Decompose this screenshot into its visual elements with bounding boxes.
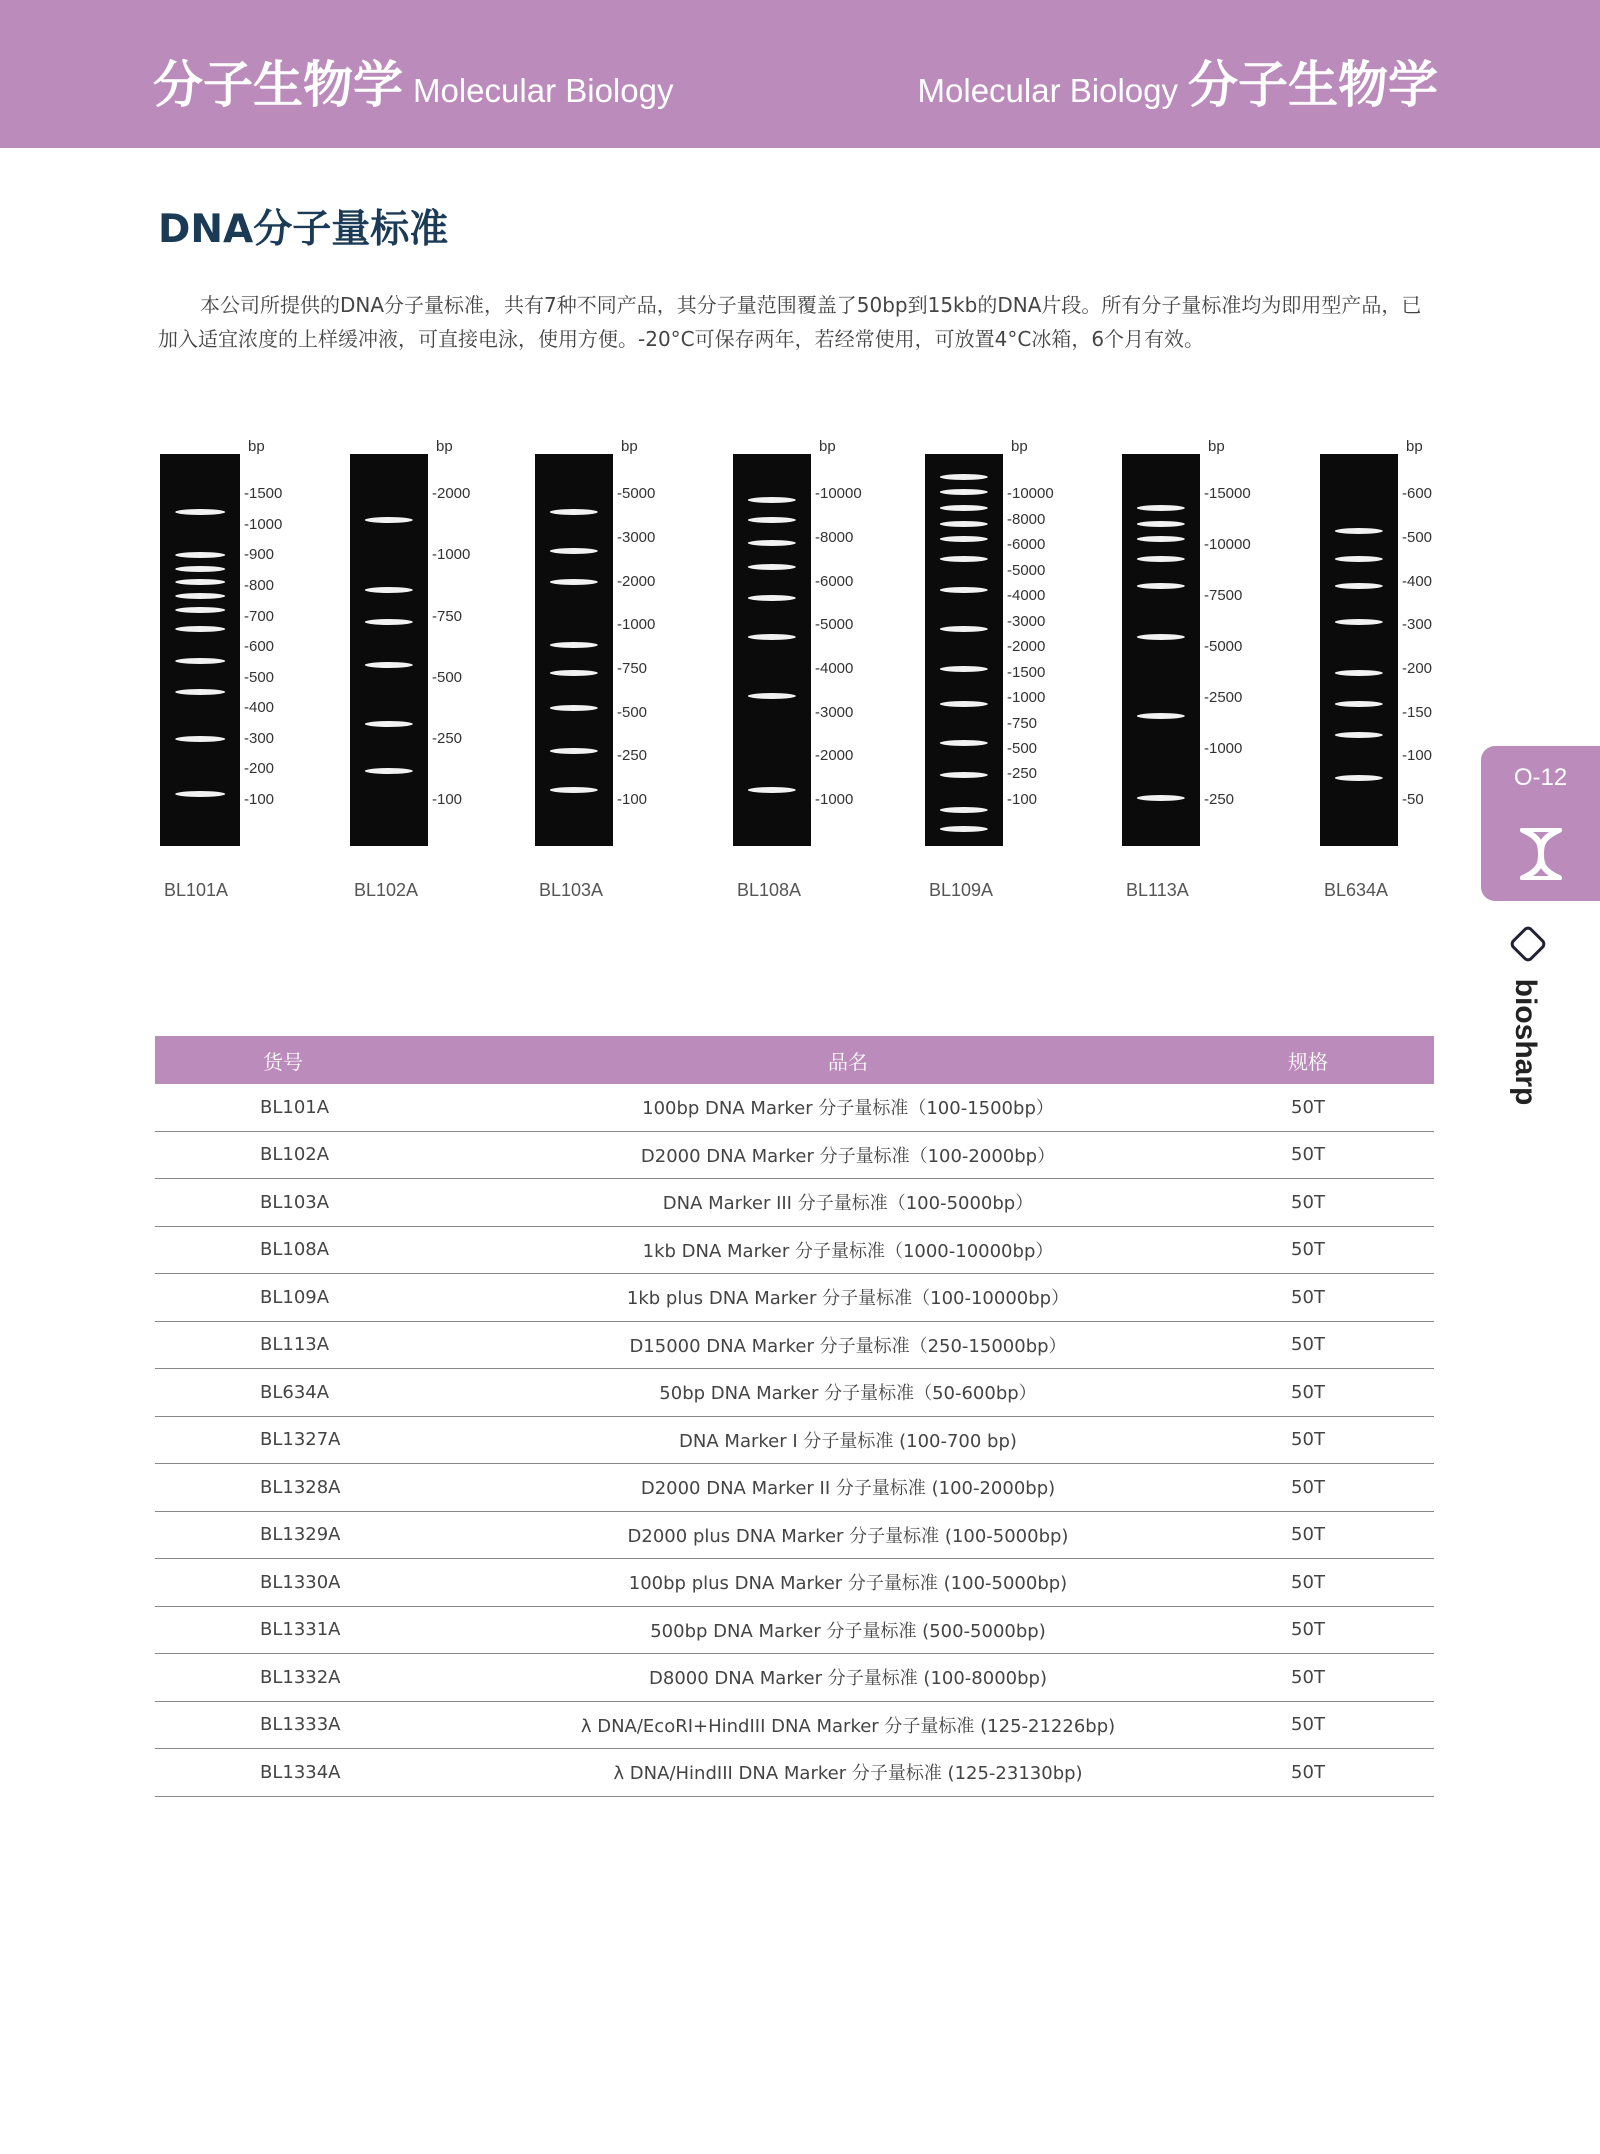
product-spec: 50T xyxy=(1182,1701,1434,1749)
product-code: BL1328A xyxy=(155,1464,514,1512)
gel-lane-bl113a xyxy=(1122,430,1322,910)
gel-image xyxy=(535,454,613,846)
gel-band xyxy=(550,642,598,648)
table-header-row xyxy=(155,1036,1434,1084)
product-name: 50bp DNA Marker 分子量标准（50-600bp） xyxy=(514,1369,1182,1417)
gel-band xyxy=(1335,556,1383,562)
product-spec: 50T xyxy=(1182,1369,1434,1417)
product-code: BL634A xyxy=(155,1369,514,1417)
product-spec: 50T xyxy=(1182,1654,1434,1702)
product-name: D15000 DNA Marker 分子量标准（250-15000bp） xyxy=(514,1321,1182,1369)
gel-band xyxy=(175,658,225,664)
gel-band xyxy=(550,548,598,554)
size-mark: -750 xyxy=(1007,714,1038,732)
table-row xyxy=(155,1274,1434,1322)
gel-band xyxy=(940,474,988,480)
table-row xyxy=(155,1416,1434,1464)
gel-band xyxy=(365,768,413,774)
product-code: BL1332A xyxy=(155,1654,514,1702)
size-mark: -5000 xyxy=(1204,638,1243,656)
gel-band xyxy=(940,701,988,707)
size-mark: -1000 xyxy=(617,616,656,634)
gel-band xyxy=(175,566,225,572)
size-mark: -200 xyxy=(1402,659,1433,677)
size-mark: -2000 xyxy=(432,485,471,503)
gel-band xyxy=(365,662,413,668)
product-code: BL108A xyxy=(155,1226,514,1274)
product-table xyxy=(155,1036,1434,1797)
product-name: 1kb plus DNA Marker 分子量标准（100-10000bp） xyxy=(514,1274,1182,1322)
section-intro: 本公司所提供的DNA分子量标准，共有7种不同产品，其分子量范围覆盖了50bp到15kb的DNA片段。所有分子量标准均为即用型产品，已加入适宜浓度的上样缓冲液，可直接电泳，使用方便。-20°C可保存两年，若经常使用，可放置4°C冰箱，6个月有效。 xyxy=(158,293,1422,351)
table-row xyxy=(155,1701,1434,1749)
product-name: D2000 DNA Marker II 分子量标准 (100-2000bp) xyxy=(514,1464,1182,1512)
product-name: DNA Marker I 分子量标准 (100-700 bp) xyxy=(514,1416,1182,1464)
size-mark: -800 xyxy=(244,576,275,594)
size-mark: -100 xyxy=(1402,747,1433,765)
gel-lane-bl102a xyxy=(350,430,550,910)
gel-band xyxy=(1137,536,1185,542)
size-mark: -3000 xyxy=(617,528,656,546)
gel-band xyxy=(940,740,988,746)
product-code: BL1327A xyxy=(155,1416,514,1464)
gel-band xyxy=(1335,732,1383,738)
gel-image xyxy=(1122,454,1200,846)
product-code: BL1333A xyxy=(155,1701,514,1749)
product-name: D8000 DNA Marker 分子量标准 (100-8000bp) xyxy=(514,1654,1182,1702)
gel-band xyxy=(365,587,413,593)
unit-label: bp xyxy=(436,438,453,455)
table-row xyxy=(155,1084,1434,1131)
unit-label: bp xyxy=(819,438,836,455)
gel-band xyxy=(940,587,988,593)
header-right-cn: 分子生物学 xyxy=(1188,56,1438,114)
product-spec: 50T xyxy=(1182,1321,1434,1369)
gel-band xyxy=(365,517,413,523)
gel-band xyxy=(175,607,225,613)
size-mark: -900 xyxy=(244,546,275,564)
gel-band xyxy=(175,593,225,599)
product-name: λ DNA/EcoRI+HindIII DNA Marker 分子量标准 (125-21226bp) xyxy=(514,1701,1182,1749)
gel-code: BL102A xyxy=(354,880,419,900)
gel-band xyxy=(550,670,598,676)
table-row xyxy=(155,1321,1434,1369)
gel-band xyxy=(175,552,225,558)
gel-code: BL634A xyxy=(1324,880,1389,900)
unit-label: bp xyxy=(1208,438,1225,455)
gel-band xyxy=(365,619,413,625)
product-spec: 50T xyxy=(1182,1179,1434,1227)
gel-band xyxy=(748,634,796,640)
table-row xyxy=(155,1464,1434,1512)
gel-band xyxy=(748,517,796,523)
product-name: D2000 DNA Marker 分子量标准（100-2000bp） xyxy=(514,1131,1182,1179)
gel-band xyxy=(1137,713,1185,719)
gel-band xyxy=(1137,521,1185,527)
size-mark: -6000 xyxy=(815,572,854,590)
size-mark: -15000 xyxy=(1204,485,1251,503)
product-code: BL101A xyxy=(155,1084,514,1131)
product-spec: 50T xyxy=(1182,1226,1434,1274)
size-mark: -250 xyxy=(617,747,648,765)
size-mark: -2500 xyxy=(1204,689,1243,707)
table-row xyxy=(155,1559,1434,1607)
gel-band xyxy=(1335,528,1383,534)
size-mark: -10000 xyxy=(1007,485,1054,503)
gel-band xyxy=(940,536,988,542)
product-spec: 50T xyxy=(1182,1416,1434,1464)
header-banner xyxy=(0,0,1600,148)
gel-band xyxy=(940,626,988,632)
size-mark: -700 xyxy=(244,607,275,625)
product-spec: 50T xyxy=(1182,1559,1434,1607)
product-name: 1kb DNA Marker 分子量标准（1000-10000bp） xyxy=(514,1226,1182,1274)
gel-band xyxy=(748,787,796,793)
size-mark: -750 xyxy=(617,659,648,677)
product-spec: 50T xyxy=(1182,1274,1434,1322)
table-row xyxy=(155,1749,1434,1797)
size-mark: -100 xyxy=(1007,790,1038,808)
size-mark: -6000 xyxy=(1007,536,1046,554)
size-mark: -1000 xyxy=(244,515,283,533)
table-body xyxy=(155,1084,1434,1796)
size-mark: -1000 xyxy=(815,790,854,808)
gel-band xyxy=(748,693,796,699)
table-row xyxy=(155,1369,1434,1417)
size-mark: -500 xyxy=(244,668,275,686)
gel-band xyxy=(175,791,225,797)
gel-band xyxy=(1137,795,1185,801)
unit-label: bp xyxy=(621,438,638,455)
gel-band xyxy=(175,509,225,515)
gel-code: BL101A xyxy=(164,880,229,900)
table-row xyxy=(155,1179,1434,1227)
product-code: BL102A xyxy=(155,1131,514,1179)
size-mark: -300 xyxy=(1402,616,1433,634)
gel-code: BL103A xyxy=(539,880,604,900)
gel-band xyxy=(940,521,988,527)
product-code: BL1330A xyxy=(155,1559,514,1607)
gel-band xyxy=(1335,775,1383,781)
product-name: DNA Marker III 分子量标准（100-5000bp） xyxy=(514,1179,1182,1227)
size-mark: -7500 xyxy=(1204,587,1243,605)
product-code: BL113A xyxy=(155,1321,514,1369)
brand-icon xyxy=(1508,924,1548,964)
section-title: DNA分子量标准 xyxy=(158,207,449,252)
product-spec: 50T xyxy=(1182,1131,1434,1179)
gel-band xyxy=(940,666,988,672)
gel-image xyxy=(160,454,240,846)
size-mark: -250 xyxy=(1007,765,1038,783)
size-mark: -2000 xyxy=(1007,638,1046,656)
product-spec: 50T xyxy=(1182,1084,1434,1131)
gel-band xyxy=(550,748,598,754)
header-left xyxy=(153,52,683,130)
gel-band xyxy=(940,807,988,813)
gel-band xyxy=(748,595,796,601)
table-row xyxy=(155,1606,1434,1654)
product-code: BL1331A xyxy=(155,1606,514,1654)
gel-lane-bl108a xyxy=(733,430,933,910)
table-row xyxy=(155,1511,1434,1559)
brand-logo xyxy=(1509,930,1546,1106)
gel-band xyxy=(1335,701,1383,707)
table-row xyxy=(155,1226,1434,1274)
gel-band xyxy=(175,736,225,742)
size-mark: -400 xyxy=(1402,572,1433,590)
gel-band xyxy=(1335,619,1383,625)
unit-label: bp xyxy=(1406,438,1423,455)
gel-band xyxy=(748,497,796,503)
col-header-spec: 规格 xyxy=(1182,1036,1434,1084)
gel-band xyxy=(940,826,988,832)
size-mark: -1500 xyxy=(244,485,283,503)
gel-band xyxy=(1335,670,1383,676)
size-mark: -1000 xyxy=(432,546,471,564)
size-mark: -600 xyxy=(1402,485,1433,503)
size-mark: -500 xyxy=(1007,740,1038,757)
size-mark: -400 xyxy=(244,699,275,717)
gel-band xyxy=(175,626,225,632)
gel-lane-bl101a xyxy=(160,430,360,910)
gel-band xyxy=(550,705,598,711)
size-mark: -3000 xyxy=(1007,612,1046,630)
unit-label: bp xyxy=(248,438,265,455)
header-left-cn: 分子生物学 xyxy=(153,56,403,114)
size-mark: -250 xyxy=(1204,790,1235,808)
product-code: BL103A xyxy=(155,1179,514,1227)
size-mark: -4000 xyxy=(815,659,854,677)
gel-band xyxy=(940,556,988,562)
size-mark: -8000 xyxy=(1007,510,1046,528)
size-mark: -1000 xyxy=(1007,689,1046,707)
header-right xyxy=(908,52,1438,130)
product-name: 100bp plus DNA Marker 分子量标准 (100-5000bp) xyxy=(514,1559,1182,1607)
gel-lane-bl109a xyxy=(925,430,1125,910)
size-mark: -4000 xyxy=(1007,587,1046,605)
gel-band xyxy=(550,787,598,793)
gel-band xyxy=(550,509,598,515)
gel-image xyxy=(1320,454,1398,846)
gel-band xyxy=(748,540,796,546)
gel-band xyxy=(1137,634,1185,640)
header-left-en: Molecular Biology xyxy=(413,72,674,109)
gel-image xyxy=(733,454,811,846)
size-mark: -10000 xyxy=(1204,536,1251,554)
gel-image xyxy=(925,454,1003,846)
size-mark: -1500 xyxy=(1007,663,1046,681)
size-mark: -8000 xyxy=(815,528,854,546)
size-mark: -3000 xyxy=(815,703,854,721)
table-row xyxy=(155,1131,1434,1179)
size-mark: -100 xyxy=(617,790,648,808)
gel-code: BL109A xyxy=(929,880,994,900)
size-mark: -5000 xyxy=(1007,561,1046,579)
size-mark: -100 xyxy=(432,790,463,808)
size-mark: -200 xyxy=(244,760,275,778)
size-mark: -50 xyxy=(1402,790,1424,808)
gel-band xyxy=(1335,583,1383,589)
size-mark: -5000 xyxy=(815,616,854,634)
product-name: D2000 plus DNA Marker 分子量标准 (100-5000bp) xyxy=(514,1511,1182,1559)
product-spec: 50T xyxy=(1182,1464,1434,1512)
product-spec: 50T xyxy=(1182,1606,1434,1654)
size-mark: -500 xyxy=(1402,528,1433,546)
product-spec: 50T xyxy=(1182,1511,1434,1559)
gel-code: BL108A xyxy=(737,880,802,900)
size-mark: -750 xyxy=(432,607,463,625)
table-row xyxy=(155,1654,1434,1702)
product-spec: 50T xyxy=(1182,1749,1434,1797)
dna-icon xyxy=(1519,828,1563,880)
product-code: BL1329A xyxy=(155,1511,514,1559)
size-mark: -1000 xyxy=(1204,740,1243,757)
gel-band xyxy=(175,689,225,695)
size-mark: -2000 xyxy=(617,572,656,590)
gel-lane-bl103a xyxy=(535,430,735,910)
gel-band xyxy=(940,772,988,778)
gel-band xyxy=(748,564,796,570)
gel-band xyxy=(1137,583,1185,589)
size-mark: -250 xyxy=(432,729,463,747)
gel-code: BL113A xyxy=(1126,880,1189,900)
product-name: λ DNA/HindIII DNA Marker 分子量标准 (125-23130bp) xyxy=(514,1749,1182,1797)
gel-band xyxy=(175,579,225,585)
product-name: 100bp DNA Marker 分子量标准（100-1500bp） xyxy=(514,1084,1182,1131)
product-name: 500bp DNA Marker 分子量标准 (500-5000bp) xyxy=(514,1606,1182,1654)
size-mark: -5000 xyxy=(617,485,656,503)
col-header-name: 品名 xyxy=(514,1036,1182,1084)
gel-band xyxy=(550,579,598,585)
size-mark: -2000 xyxy=(815,747,854,765)
size-mark: -500 xyxy=(617,703,648,721)
page-number: O-12 xyxy=(1513,764,1568,791)
gel-band xyxy=(1137,556,1185,562)
product-code: BL109A xyxy=(155,1274,514,1322)
gel-band xyxy=(1137,505,1185,511)
size-mark: -300 xyxy=(244,729,275,747)
page-tab xyxy=(1481,746,1600,901)
gel-band xyxy=(365,721,413,727)
gel-band xyxy=(940,505,988,511)
header-right-en: Molecular Biology xyxy=(917,72,1178,109)
size-mark: -150 xyxy=(1402,703,1433,721)
product-code: BL1334A xyxy=(155,1749,514,1797)
size-mark: -600 xyxy=(244,638,275,656)
size-mark: -100 xyxy=(244,790,275,808)
gel-image xyxy=(350,454,428,846)
gel-band xyxy=(940,489,988,495)
col-header-code: 货号 xyxy=(155,1036,514,1084)
size-mark: -500 xyxy=(432,668,463,686)
unit-label: bp xyxy=(1011,438,1028,455)
size-mark: -10000 xyxy=(815,485,862,503)
brand-name: biosharp xyxy=(1509,978,1542,1106)
